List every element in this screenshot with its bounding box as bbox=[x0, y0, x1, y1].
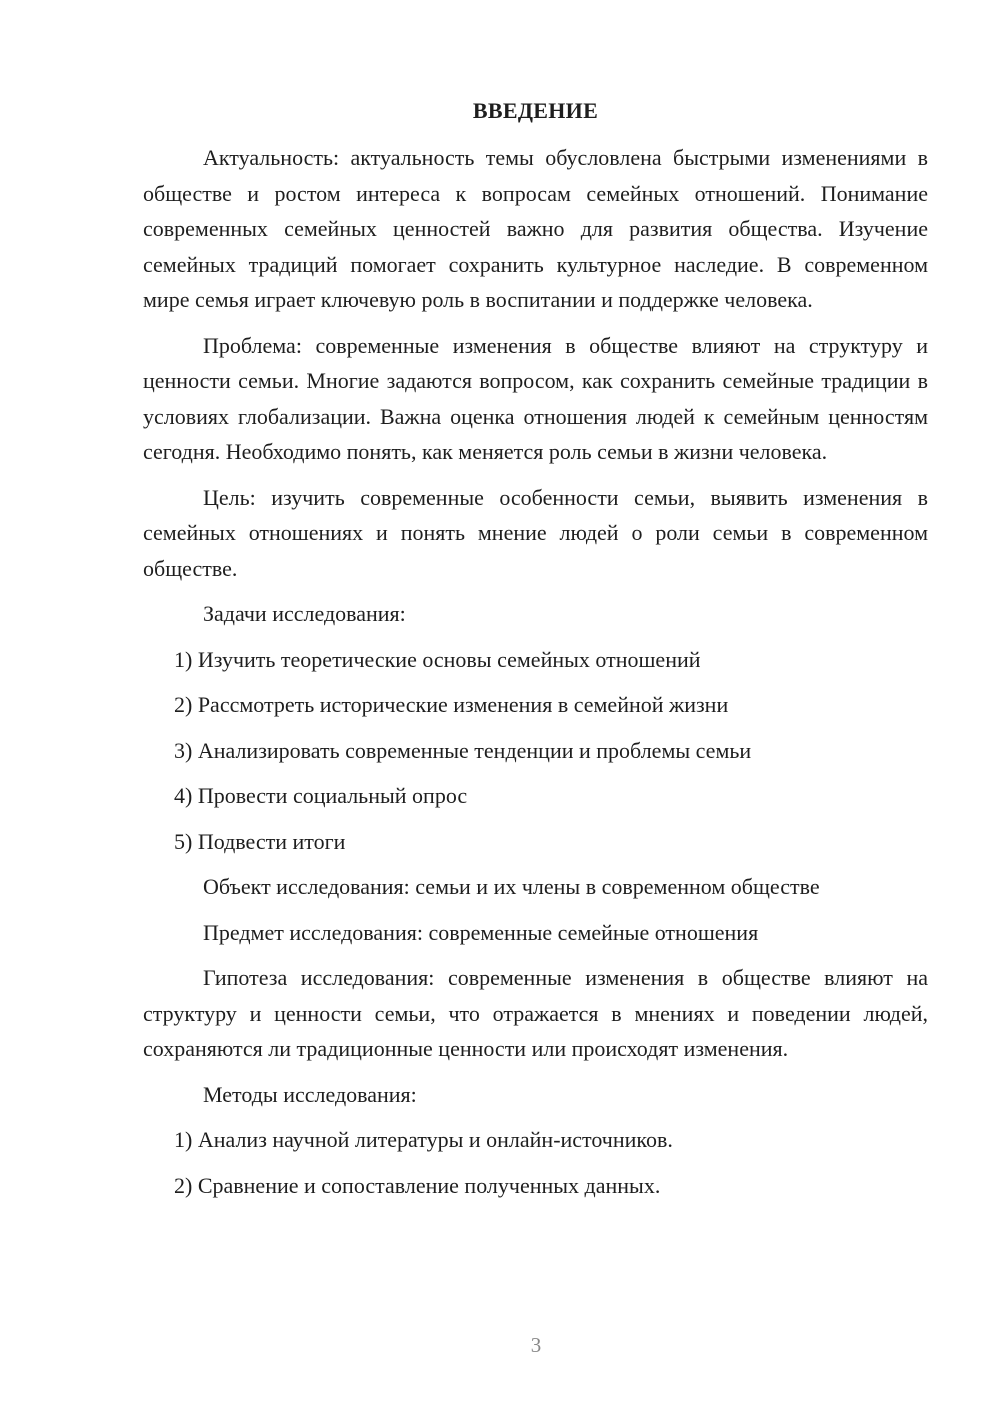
tasks-heading: Задачи исследования: bbox=[203, 601, 406, 626]
goal-paragraph: Цель: изучить современные особенности семьи, выявить изменения в семейных отношениях и понять мнение людей о роли семьи в современном обществе. bbox=[143, 484, 928, 581]
task-item: 4) Провести социальный опрос bbox=[174, 783, 468, 808]
task-item: 1) Изучить теоретические основы семейных отношений bbox=[174, 646, 701, 672]
method-item: 2) Сравнение и сопоставление полученных данных. bbox=[174, 1172, 661, 1198]
task-item: 3) Анализировать современные тенденции и проблемы семьи bbox=[174, 737, 752, 763]
task-item: 2) Рассмотреть исторические изменения в семейной жизни bbox=[174, 692, 729, 717]
section-heading: ВВЕДЕНИЕ bbox=[472, 98, 599, 123]
hypothesis-paragraph: Гипотеза исследования: современные изменения в обществе влияют на структуру и ценности семьи, что отражается в мнениях и поведении людей, сохраняются ли традиционные ценности или происходят изменения. bbox=[143, 965, 928, 1061]
research-subject: Предмет исследования: современные семейные отношения bbox=[203, 919, 759, 945]
document-body bbox=[143, 96, 928, 1213]
methods-heading: Методы исследования: bbox=[203, 1081, 417, 1107]
research-object: Объект исследования: семьи и их члены в современном обществе bbox=[203, 874, 820, 899]
page-number: 3 bbox=[530, 1333, 542, 1357]
task-item: 5) Подвести итоги bbox=[174, 828, 346, 854]
problem-paragraph: Проблема: современные изменения в обществе влияют на структуру и ценности семьи. Многие задаются вопросом, как сохранить семейные традиции в условиях глобализации. Важна оценка отношения людей к семейным ценностям сегодня. Необходимо понять, как меняется роль семьи в жизни человека. bbox=[143, 332, 928, 464]
relevance-paragraph: Актуальность: актуальность темы обусловлена быстрыми изменениями в обществе и ростом интереса к вопросам семейных отношений. Понимание современных семейных ценностей важно для развития общества. Изучение семейных традиций помогает сохранить культурное наследие. В современном мире семья играет ключевую роль в воспитании и поддержке человека. bbox=[143, 145, 928, 312]
method-item: 1) Анализ научной литературы и онлайн-источников. bbox=[174, 1127, 673, 1152]
